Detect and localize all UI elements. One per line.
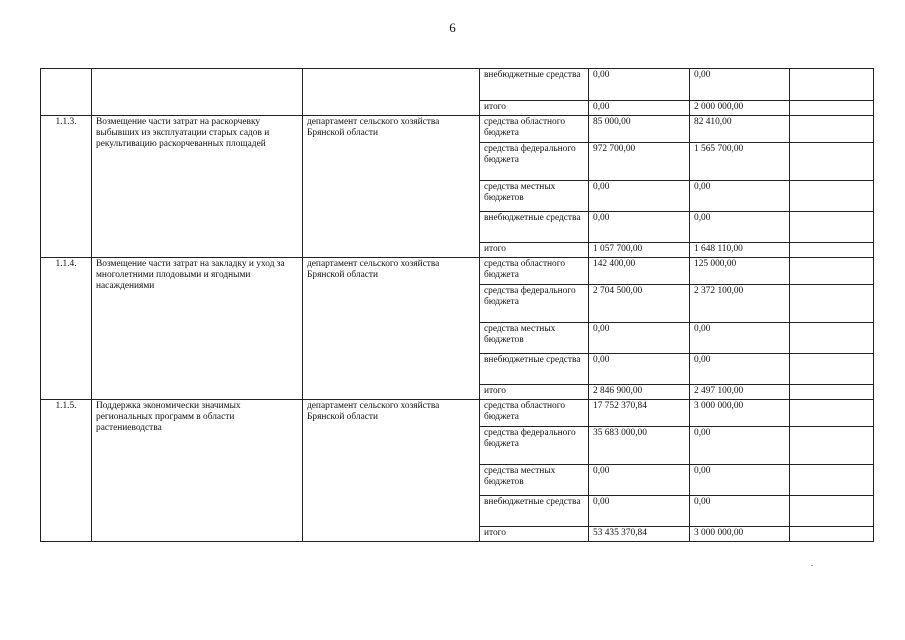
table-row [41, 258, 874, 285]
value-year-2: 0,00 [690, 354, 790, 385]
measure-number [41, 69, 92, 116]
measure-executor: департамент сельского хозяйства Брянской области [303, 258, 480, 400]
scan-mark [811, 565, 813, 566]
empty-cell [790, 143, 874, 181]
measure-executor: департамент сельского хозяйства Брянской области [303, 400, 480, 542]
value-year-1: 85 000,00 [589, 116, 690, 143]
empty-cell [790, 69, 874, 101]
value-year-2: 0,00 [690, 427, 790, 465]
value-year-1: 142 400,00 [589, 258, 690, 285]
value-year-2: 1 565 700,00 [690, 143, 790, 181]
measure-name [92, 69, 303, 116]
value-year-1: 2 846 900,00 [589, 385, 690, 400]
page-number: 6 [449, 20, 456, 35]
value-year-2: 0,00 [690, 181, 790, 212]
table-row [41, 116, 874, 143]
value-year-1: 0,00 [589, 354, 690, 385]
funding-source: внебюджетные средства [480, 354, 589, 385]
funding-source: итого [480, 385, 589, 400]
funding-source: средства местных бюджетов [480, 181, 589, 212]
empty-cell [790, 527, 874, 542]
value-year-2: 0,00 [690, 323, 790, 354]
empty-cell [790, 212, 874, 243]
measure-executor [303, 69, 480, 116]
value-year-2: 3 000 000,00 [690, 527, 790, 542]
value-year-2: 0,00 [690, 69, 790, 101]
funding-source: внебюджетные средства [480, 212, 589, 243]
funding-source: средства федерального бюджета [480, 143, 589, 181]
measure-number: 1.1.5. [41, 400, 92, 542]
empty-cell [790, 400, 874, 427]
value-year-2: 3 000 000,00 [690, 400, 790, 427]
value-year-1: 0,00 [589, 101, 690, 116]
funding-source: итого [480, 527, 589, 542]
empty-cell [790, 354, 874, 385]
value-year-1: 972 700,00 [589, 143, 690, 181]
value-year-1: 35 683 000,00 [589, 427, 690, 465]
value-year-2: 1 648 110,00 [690, 243, 790, 258]
value-year-1: 0,00 [589, 496, 690, 527]
value-year-1: 53 435 370,84 [589, 527, 690, 542]
empty-cell [790, 323, 874, 354]
value-year-2: 82 410,00 [690, 116, 790, 143]
value-year-2: 0,00 [690, 465, 790, 496]
funding-source: средства областного бюджета [480, 400, 589, 427]
measure-number: 1.1.3. [41, 116, 92, 258]
value-year-2: 0,00 [690, 496, 790, 527]
funding-source: средства областного бюджета [480, 116, 589, 143]
empty-cell [790, 285, 874, 323]
funding-source: итого [480, 243, 589, 258]
measure-number: 1.1.4. [41, 258, 92, 400]
value-year-1: 2 704 500,00 [589, 285, 690, 323]
empty-cell [790, 101, 874, 116]
empty-cell [790, 385, 874, 400]
value-year-2: 0,00 [690, 212, 790, 243]
empty-cell [790, 181, 874, 212]
measure-name: Поддержка экономически значимых региональных программ в области растениеводства [92, 400, 303, 542]
funding-table [40, 68, 874, 542]
funding-source: средства областного бюджета [480, 258, 589, 285]
measure-executor: департамент сельского хозяйства Брянской области [303, 116, 480, 258]
value-year-1: 0,00 [589, 323, 690, 354]
measure-name: Возмещение части затрат на закладку и уход за многолетними плодовыми и ягодными насаждениями [92, 258, 303, 400]
empty-cell [790, 116, 874, 143]
funding-source: средства местных бюджетов [480, 323, 589, 354]
value-year-1: 0,00 [589, 465, 690, 496]
funding-source: внебюджетные средства [480, 496, 589, 527]
value-year-1: 0,00 [589, 212, 690, 243]
funding-source: средства местных бюджетов [480, 465, 589, 496]
value-year-1: 17 752 370,84 [589, 400, 690, 427]
value-year-1: 1 057 700,00 [589, 243, 690, 258]
empty-cell [790, 496, 874, 527]
funding-source: итого [480, 101, 589, 116]
value-year-2: 2 372 100,00 [690, 285, 790, 323]
table-row [41, 69, 874, 101]
value-year-1: 0,00 [589, 181, 690, 212]
value-year-2: 2 497 100,00 [690, 385, 790, 400]
funding-source: внебюджетные средства [480, 69, 589, 101]
funding-source: средства федерального бюджета [480, 427, 589, 465]
empty-cell [790, 258, 874, 285]
funding-table-body [41, 69, 874, 542]
table-row [41, 400, 874, 427]
empty-cell [790, 243, 874, 258]
measure-name: Возмещение части затрат на раскорчевку выбывших из эксплуатации старых садов и рекультивацию раскорчеванных площадей [92, 116, 303, 258]
value-year-1: 0,00 [589, 69, 690, 101]
value-year-2: 125 000,00 [690, 258, 790, 285]
value-year-2: 2 000 000,00 [690, 101, 790, 116]
funding-source: средства федерального бюджета [480, 285, 589, 323]
empty-cell [790, 427, 874, 465]
empty-cell [790, 465, 874, 496]
